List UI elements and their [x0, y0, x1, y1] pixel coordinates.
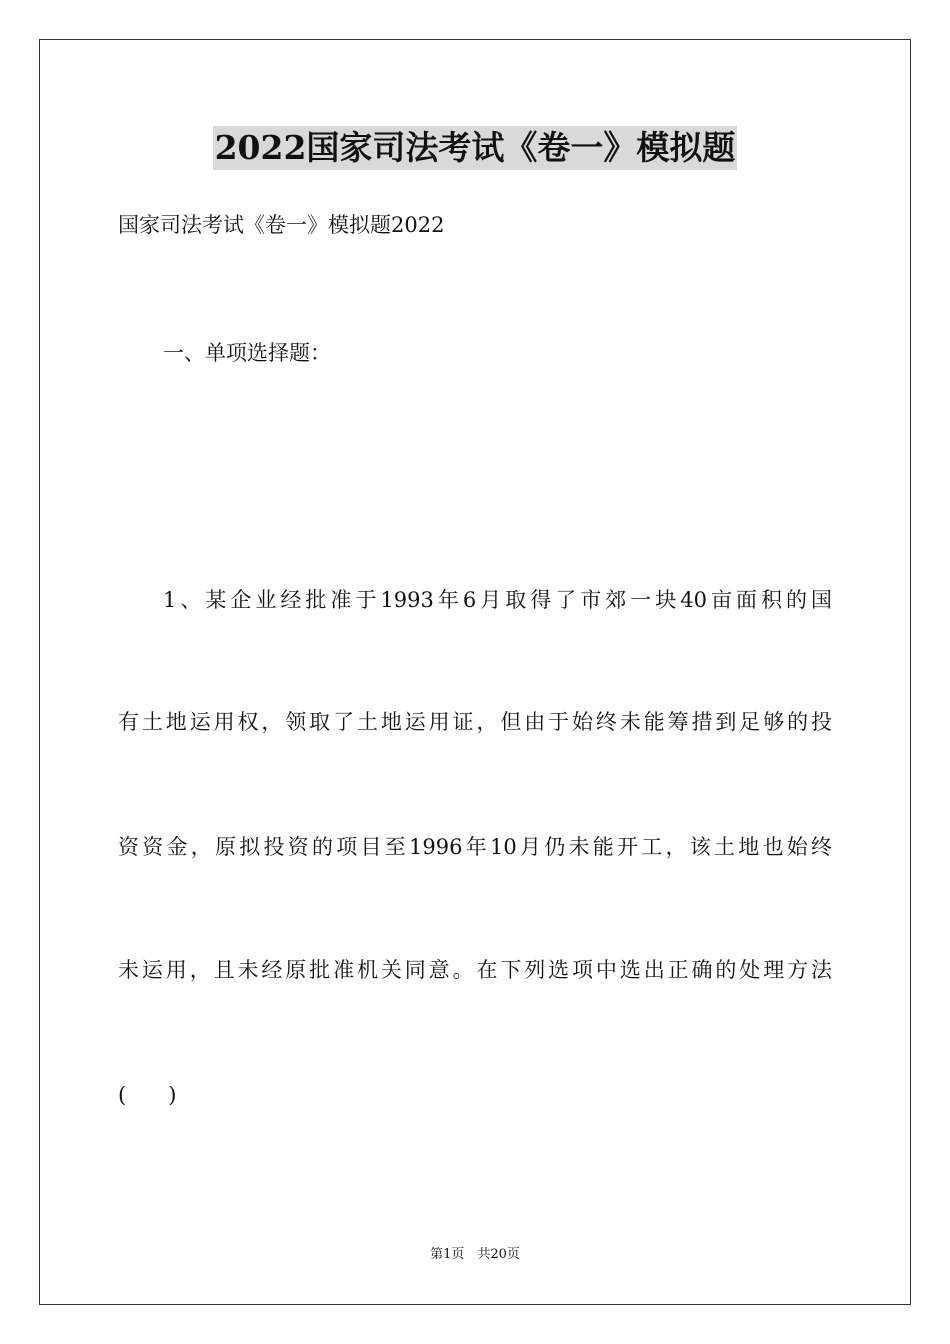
page-footer: 第1页 共20页: [430, 1247, 520, 1262]
question-line-4: 未运用，且未经原批准机关同意。在下列选项中选出正确的处理方法: [118, 958, 832, 982]
document-subtitle: 国家司法考试《卷一》模拟题2022: [118, 213, 445, 237]
document-title: 2022国家司法考试《卷一》模拟题: [213, 126, 738, 170]
question-line-1: 1、某企业经批准于1993年6月取得了市郊一块40亩面积的国: [163, 588, 832, 612]
question-line-3: 资资金，原拟投资的项目至1996年10月仍未能开工，该土地也始终: [118, 835, 832, 859]
answer-blank: ( ): [118, 1083, 177, 1107]
question-line-2: 有土地运用权，领取了土地运用证，但由于始终未能筹措到足够的投: [118, 710, 832, 734]
title-container: [0, 126, 950, 170]
section-heading: 一、单项选择题：: [163, 341, 331, 365]
